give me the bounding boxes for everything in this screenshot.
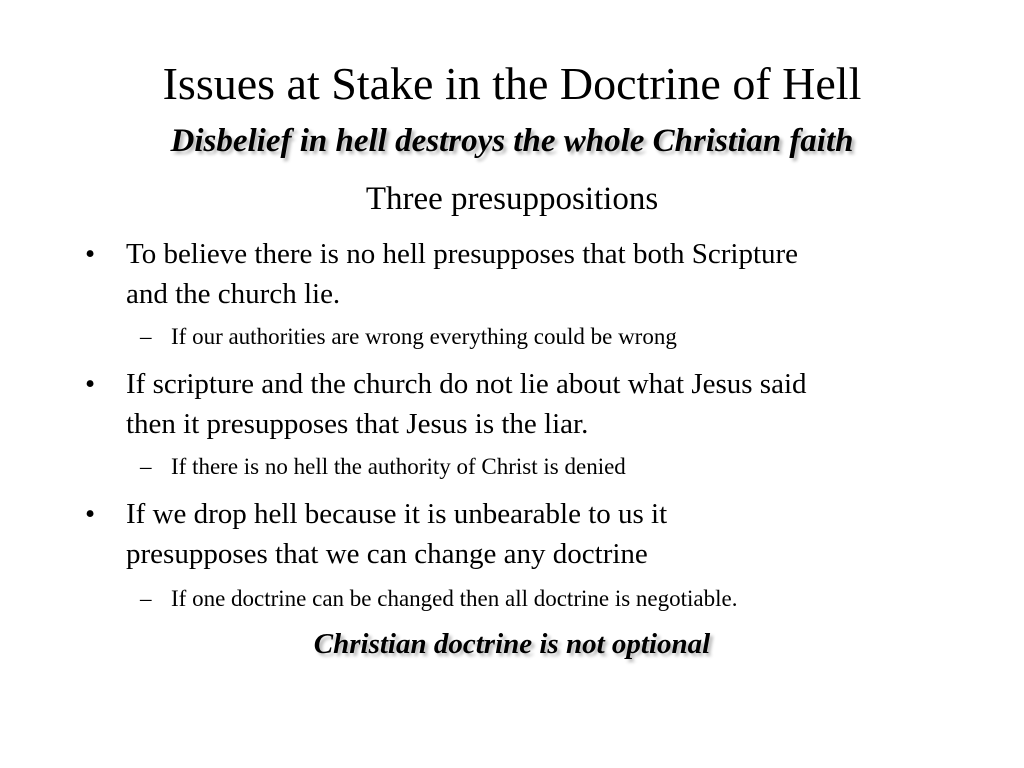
slide-subtitle: Disbelief in hell destroys the whole Christian faith xyxy=(170,123,854,159)
sub-bullet-item xyxy=(140,452,951,482)
bullet-item xyxy=(85,494,946,574)
closing-statement: Christian doctrine is not optional xyxy=(313,628,711,660)
sub-bullet-text: If there is no hell the authority of Christ is denied xyxy=(171,454,626,479)
bullet-line: If scripture and the church do not lie about what Jesus said xyxy=(126,368,807,400)
bullet-line: presupposes that we can change any doctrine xyxy=(126,538,648,570)
bullet-line: then it presupposes that Jesus is the liar. xyxy=(126,408,589,440)
sub-bullet-marker: – xyxy=(140,324,152,349)
sub-bullet-text: If our authorities are wrong everything could be wrong xyxy=(171,324,677,349)
bullet-item xyxy=(85,234,946,314)
slide-title: Issues at Stake in the Doctrine of Hell xyxy=(162,58,862,109)
bullet-marker: • xyxy=(85,498,96,530)
sub-bullet-marker: – xyxy=(140,586,152,611)
lead-heading: Three presuppositions xyxy=(365,181,659,217)
sub-bullet-item xyxy=(140,322,951,352)
sub-bullet-text: If one doctrine can be changed then all doctrine is negotiable. xyxy=(171,586,738,611)
sub-bullet-marker: – xyxy=(140,454,152,479)
bullet-item xyxy=(85,364,946,444)
bullet-line: If we drop hell because it is unbearable to us it xyxy=(126,498,668,530)
bullet-line: and the church lie. xyxy=(126,278,341,310)
bullet-line: To believe there is no hell presupposes that both Scripture xyxy=(126,238,799,270)
bullet-marker: • xyxy=(85,368,96,400)
sub-bullet-item xyxy=(140,584,951,614)
bullet-marker: • xyxy=(85,238,96,270)
